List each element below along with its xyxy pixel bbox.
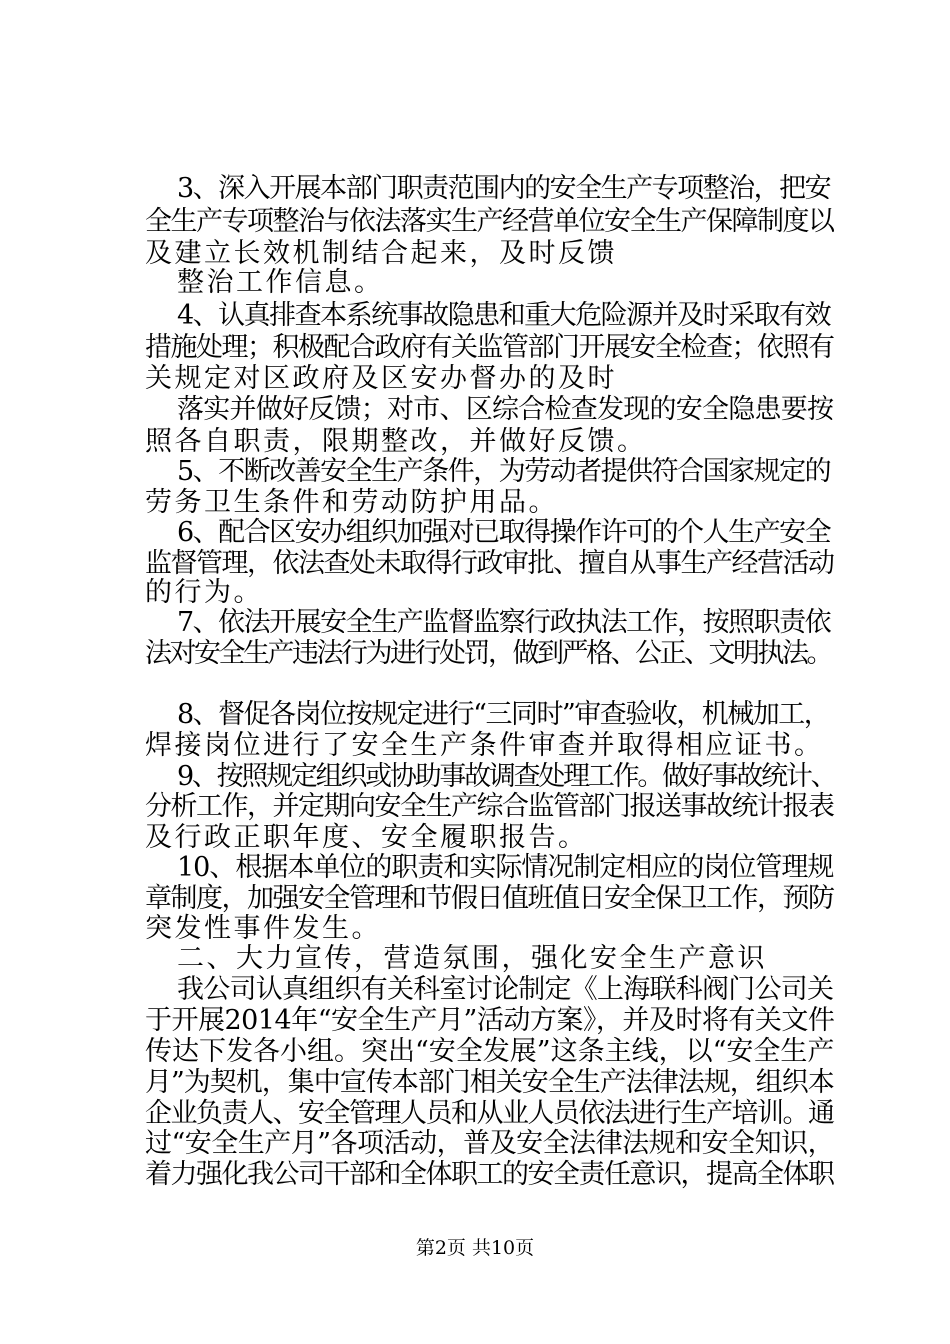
text-line: 过“安全生产月”各项活动，普及安全法律法规和安全知识， [145,1128,835,1159]
text-line: 企业负责人、安全管理人员和从业人员依法进行生产培训。通 [145,1098,834,1129]
text-line: 突发性事件发生。 [145,913,381,944]
text-line: 着力强化我公司干部和全体职工的安全责任意识，提高全体职 [145,1159,834,1190]
text-line: 章制度，加强安全管理和节假日值班值日安全保卫工作，预防 [145,883,834,914]
text-line: 我公司认真组织有关科室讨论制定《上海联科阀门公司关 [177,974,834,1005]
text-line: 10、根据本单位的职责和实际情况制定相应的岗位管理规 [177,852,834,883]
text-line: 劳务卫生条件和劳动防护用品。 [145,487,558,518]
text-line: 4、认真排查本系统事故隐患和重大危险源并及时采取有效 [177,300,831,331]
text-line: 措施处理；积极配合政府有关监管部门开展安全检查；依照有 [145,332,834,363]
text-line: 照各自职责，限期整改，并做好反馈。 [145,426,647,457]
section-heading: 二、大力宣传，营造氛围，强化安全生产意识 [177,943,767,974]
page-footer: 第2页 共10页 [415,1237,535,1259]
text-line: 及行政正职年度、安全履职报告。 [145,822,588,853]
text-line: 3、深入开展本部门职责范围内的安全生产专项整治，把安 [177,173,831,204]
text-line: 的行为。 [145,577,263,608]
text-line: 落实并做好反馈；对市、区综合检查发现的安全隐患要按 [177,394,834,425]
text-line: 法对安全生产违法行为进行处罚，做到严格、公正、文明执法。 [145,638,831,669]
text-line: 关规定对区政府及区安办督办的及时 [145,363,617,394]
text-line: 及建立长效机制结合起来，及时反馈 [145,238,617,269]
text-line: 6、配合区安办组织加强对已取得操作许可的个人生产安全 [177,517,831,548]
text-line: 于开展2014年“安全生产月”活动方案》，并及时将有关文件 [145,1005,835,1036]
text-line: 分析工作，并定期向安全生产综合监管部门报送事故统计报表 [145,791,834,822]
text-line: 整治工作信息。 [177,267,384,298]
text-line: 月”为契机，集中宣传本部门相关安全生产法律法规，组织本 [145,1067,834,1098]
text-line: 7、依法开展安全生产监督监察行政执法工作，按照职责依 [177,607,831,638]
text-line: 9、按照规定组织或协助事故调查处理工作。做好事故统计、 [177,761,836,792]
text-line: 传达下发各小组。突出“安全发展”这条主线，以“安全生产 [145,1036,835,1067]
text-line: 5、不断改善安全生产条件，为劳动者提供符合国家规定的 [177,456,831,487]
text-line: 全生产专项整治与依法落实生产经营单位安全生产保障制度以 [145,206,834,237]
text-line: 焊接岗位进行了安全生产条件审查并取得相应证书。 [145,730,824,761]
text-line: 8、督促各岗位按规定进行“三同时”审查验收，机械加工， [177,699,830,730]
text-line: 监督管理，依法查处未取得行政审批、擅自从事生产经营活动 [145,548,834,579]
